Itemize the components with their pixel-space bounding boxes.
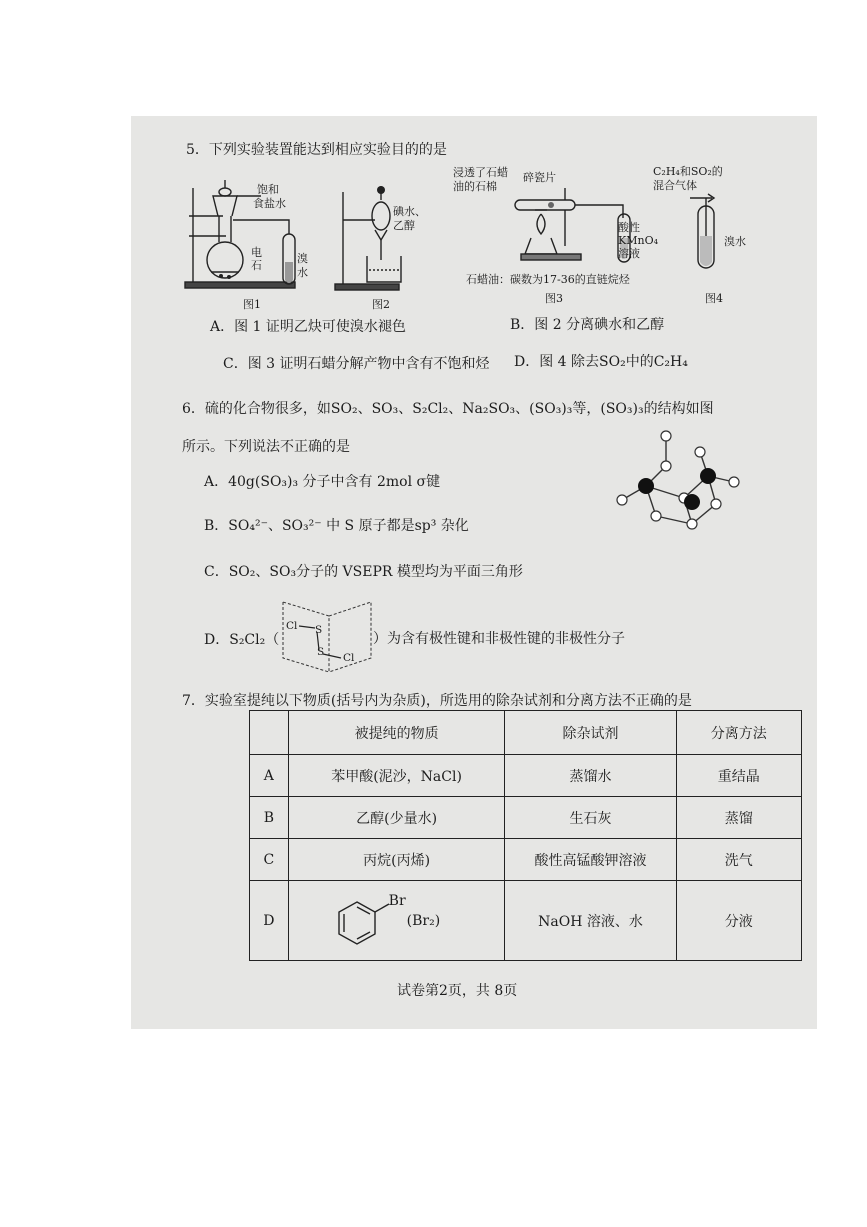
- page-footer: 试卷第2页，共 8页: [397, 983, 518, 999]
- fig4-caption: 图4: [705, 292, 723, 305]
- fig3-label-kmno4-1: 酸性: [618, 221, 640, 234]
- fig4-gas-washing-tube: [686, 194, 736, 274]
- table-row: [250, 839, 802, 881]
- fig2-label-2: 乙醇: [393, 219, 415, 232]
- fig1-caption: 图1: [243, 298, 261, 311]
- row-reagent: 生石灰: [505, 797, 676, 839]
- row-label: C: [250, 839, 289, 881]
- s2cl2-structure: [279, 600, 375, 674]
- row-method: 重结晶: [676, 755, 801, 797]
- row-label: B: [250, 797, 289, 839]
- fig3-label-porcelain: 碎瓷片: [523, 171, 556, 184]
- q6-option-d-suffix: ）为含有极性键和非极性键的非极性分子: [373, 631, 625, 647]
- q5-option-c: C．图 3 证明石蜡分解产物中含有不饱和烃: [223, 356, 490, 372]
- q6-option-a: A．40g(SO₃)₃ 分子中含有 2mol σ键: [204, 474, 441, 490]
- fig1-label-bromine-1: 溴: [297, 252, 308, 265]
- fig2-separatory-funnel: [331, 182, 411, 292]
- header-cell-substance: 被提纯的物质: [288, 711, 505, 755]
- q5-option-b: B．图 2 分离碘水和乙醇: [510, 317, 665, 333]
- row-reagent: NaOH 溶液、水: [505, 881, 676, 961]
- q6-option-c: C．SO₂、SO₃分子的 VSEPR 模型均为平面三角形: [204, 564, 523, 580]
- fig2-caption: 图2: [372, 298, 390, 311]
- row-reagent: 蒸馏水: [505, 755, 676, 797]
- header-cell-method: 分离方法: [676, 711, 801, 755]
- fig1-label-carbide-1: 电: [251, 246, 262, 259]
- row-method: 分液: [676, 881, 801, 961]
- fig3-label-kmno4-2: KMnO₄: [618, 234, 658, 247]
- fig4-label-bromine: 溴水: [724, 235, 746, 248]
- header-cell-label: [250, 711, 289, 755]
- header-cell-reagent: 除杂试剂: [505, 711, 676, 755]
- exam-page: [131, 116, 817, 1029]
- fig4-label-gas-1: C₂H₄和SO₂的: [653, 165, 723, 178]
- fig3-label-asbestos-2: 油的石棉: [453, 180, 497, 193]
- q5-option-a: A．图 1 证明乙炔可使溴水褪色: [210, 319, 406, 335]
- table-row: [250, 881, 802, 961]
- s2cl2-atom-cl-2: Cl: [343, 652, 355, 664]
- s2cl2-atom-s-1: S: [315, 624, 323, 636]
- table-row: [250, 755, 802, 797]
- fig3-label-kmno4-3: 溶液: [618, 247, 640, 260]
- q5-option-d: D．图 4 除去SO₂中的C₂H₄: [514, 354, 688, 370]
- fig3-note: 石蜡油：碳数为17-36的直链烷烃: [466, 273, 630, 286]
- fig1-label-bromine-2: 水: [297, 266, 308, 279]
- fig4-label-gas-2: 混合气体: [653, 179, 697, 192]
- s2cl2-atom-cl-1: Cl: [286, 620, 298, 632]
- fig3-caption: 图3: [545, 292, 563, 305]
- row-substance: 乙醇(少量水): [288, 797, 505, 839]
- q6-stem-line2: 所示。下列说法不正确的是: [182, 439, 350, 455]
- fig3-label-asbestos-1: 浸透了石蜡: [453, 166, 508, 179]
- bromo-substituent-label: Br: [388, 892, 406, 909]
- row-reagent: 酸性高锰酸钾溶液: [505, 839, 676, 881]
- fig2-label-1: 碘水、: [393, 205, 426, 218]
- row-substance: 苯甲酸(泥沙，NaCl): [288, 755, 505, 797]
- row-substance: 丙烷(丙烯): [288, 839, 505, 881]
- table-row: [250, 797, 802, 839]
- row-label: D: [250, 881, 289, 961]
- fig1-label-brine-2: 食盐水: [253, 197, 286, 210]
- fig1-apparatus: [181, 176, 311, 296]
- row-method: 洗气: [676, 839, 801, 881]
- row-substance-bromobenzene: [288, 881, 505, 961]
- fig1-label-brine-1: 饱和: [257, 183, 279, 196]
- q5-stem: 5．下列实验装置能达到相应实验目的的是: [186, 142, 447, 158]
- s2cl2-atom-s-2: S: [317, 646, 325, 658]
- table-header-row: [250, 711, 802, 755]
- q6-stem-line1: 6．硫的化合物很多，如SO₂、SO₃、S₂Cl₂、Na₂SO₃、(SO₃)₃等，(SO₃)₃的结构如图: [182, 401, 714, 417]
- q7-stem: 7．实验室提纯以下物质(括号内为杂质)，所选用的除杂试剂和分离方法不正确的是: [182, 693, 692, 709]
- purification-table: [249, 710, 802, 961]
- q6-option-b: B．SO₄²⁻、SO₃²⁻ 中 S 原子都是sp³ 杂化: [204, 518, 469, 534]
- fig1-label-carbide-2: 石: [251, 259, 262, 272]
- q6-option-d-prefix: D．S₂Cl₂（: [204, 632, 280, 648]
- row-method: 蒸馏: [676, 797, 801, 839]
- row-label: A: [250, 755, 289, 797]
- row-impurity: (Br₂): [406, 912, 441, 929]
- s3o9-structure: [606, 428, 746, 538]
